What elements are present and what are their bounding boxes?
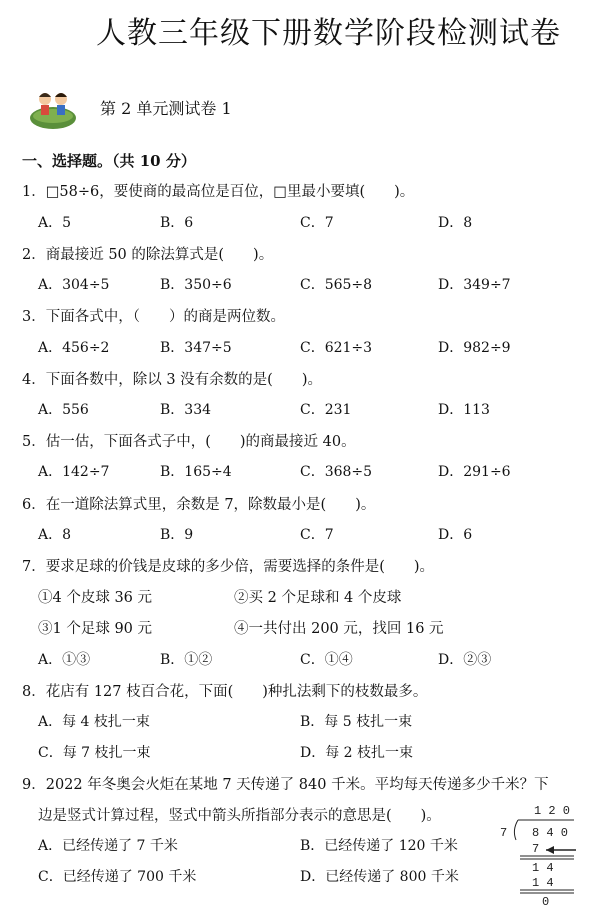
page-title: 人教三年级下册数学阶段检测试卷 bbox=[96, 16, 561, 51]
q3-option-b: B．347÷5 bbox=[160, 340, 232, 356]
q2-option-b: B．350÷6 bbox=[160, 277, 232, 293]
q8-option-b: B．每 5 枝扎一束 bbox=[300, 714, 413, 730]
q8-option-c: C．每 7 枝扎一束 bbox=[38, 745, 151, 761]
q9-option-b: B．已经传递了 120 千米 bbox=[300, 838, 458, 854]
q4-option-b: B．334 bbox=[160, 402, 212, 418]
division-dividend: 8 4 0 bbox=[532, 826, 569, 840]
question-7: 7．要求足球的价钱是皮球的多少倍，需要选择的条件是( )。 bbox=[22, 559, 435, 575]
q3-option-c: C．621÷3 bbox=[300, 340, 373, 356]
q7-option-b: B．①② bbox=[160, 652, 213, 668]
q4-option-a: A．556 bbox=[38, 402, 89, 418]
question-9-cont: 边是竖式计算过程，竖式中箭头所指部分表示的意思是( )。 bbox=[38, 808, 441, 824]
q6-option-d: D．6 bbox=[438, 527, 473, 543]
question-5: 5．估一估，下面各式子中，( )的商最接近 40。 bbox=[22, 434, 356, 450]
q4-option-d: D．113 bbox=[438, 402, 490, 418]
q2-option-a: A．304÷5 bbox=[38, 277, 110, 293]
q5-option-b: B．165÷4 bbox=[160, 464, 232, 480]
q7-condition-2: ②买 2 个足球和 4 个皮球 bbox=[234, 590, 402, 606]
q3-option-d: D．982÷9 bbox=[438, 340, 511, 356]
q5-option-a: A．142÷7 bbox=[38, 464, 110, 480]
unit-title: 第 2 单元测试卷 1 bbox=[100, 99, 232, 118]
q8-option-a: A．每 4 枝扎一束 bbox=[38, 714, 150, 730]
division-quotient: 1 2 0 bbox=[534, 804, 571, 818]
q5-option-d: D．291÷6 bbox=[438, 464, 511, 480]
q4-option-c: C．231 bbox=[300, 402, 352, 418]
question-9: 9．2022 年冬奥会火炬在某地 7 天传递了 840 千米。平均每天传递多少千米？下 bbox=[22, 777, 549, 793]
q6-option-a: A．8 bbox=[38, 527, 72, 543]
q7-condition-4: ④一共付出 200 元，找回 16 元 bbox=[234, 621, 444, 637]
q1-option-c: C．7 bbox=[300, 215, 334, 231]
q6-option-b: B．9 bbox=[160, 527, 194, 543]
long-division-figure bbox=[490, 800, 580, 912]
q7-option-d: D．②③ bbox=[438, 652, 492, 668]
division-bracket bbox=[514, 820, 518, 840]
question-2: 2．商最接近 50 的除法算式是( )。 bbox=[22, 247, 274, 263]
q7-option-c: C．①④ bbox=[300, 652, 353, 668]
q2-option-c: C．565÷8 bbox=[300, 277, 373, 293]
arrow-icon bbox=[546, 846, 576, 854]
division-divisor: 7 bbox=[500, 826, 508, 840]
q1-option-a: A．5 bbox=[38, 215, 72, 231]
division-step-1: 7 bbox=[532, 842, 540, 856]
q1-option-b: B．6 bbox=[160, 215, 194, 231]
q8-option-d: D．每 2 枝扎一束 bbox=[300, 745, 414, 761]
division-step-3: 1 4 bbox=[532, 876, 554, 890]
q7-option-a: A．①③ bbox=[38, 652, 91, 668]
q1-option-d: D．8 bbox=[438, 215, 473, 231]
question-6: 6．在一道除法算式里，余数是 7，除数最小是( )。 bbox=[22, 497, 376, 513]
kids-logo-icon bbox=[28, 86, 78, 130]
q5-option-c: C．368÷5 bbox=[300, 464, 373, 480]
division-step-2: 1 4 bbox=[532, 861, 554, 875]
question-8: 8．花店有 127 枝百合花，下面( )种扎法剩下的枝数最多。 bbox=[22, 684, 428, 700]
q9-option-a: A．已经传递了 7 千米 bbox=[38, 838, 178, 854]
q9-option-c: C．已经传递了 700 千米 bbox=[38, 869, 197, 885]
question-4: 4．下面各数中，除以 3 没有余数的是( )。 bbox=[22, 372, 322, 388]
q7-condition-3: ③1 个足球 90 元 bbox=[38, 621, 153, 637]
q7-condition-1: ①4 个皮球 36 元 bbox=[38, 590, 153, 606]
q3-option-a: A．456÷2 bbox=[38, 340, 110, 356]
division-remainder: 0 bbox=[542, 895, 550, 909]
q9-option-d: D．已经传递了 800 千米 bbox=[300, 869, 459, 885]
question-1: 1．□58÷6，要使商的最高位是百位，□里最小要填( )。 bbox=[22, 184, 415, 200]
q6-option-c: C．7 bbox=[300, 527, 334, 543]
question-3: 3．下面各式中，（ ）的商是两位数。 bbox=[22, 309, 285, 325]
section-heading: 一、选择题。（共 10 分） bbox=[22, 152, 196, 170]
q2-option-d: D．349÷7 bbox=[438, 277, 511, 293]
